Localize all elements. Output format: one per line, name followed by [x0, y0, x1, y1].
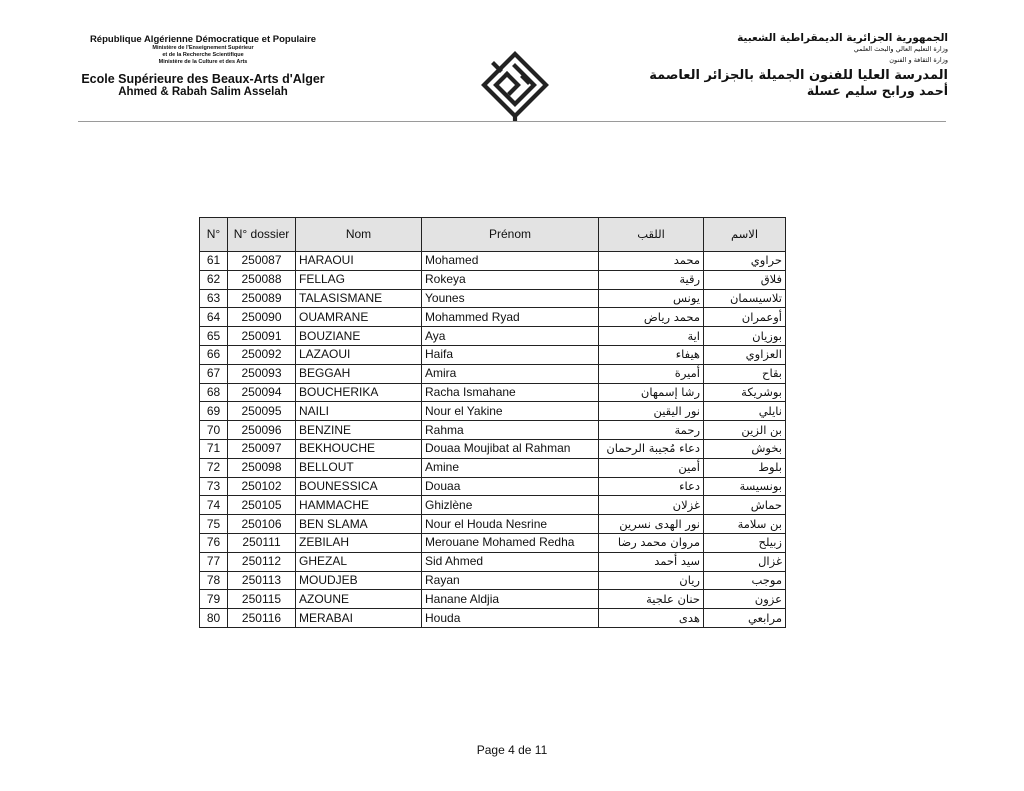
school-founders-ar: أحمد ورابح سليم عسلة [806, 83, 948, 98]
row-number-cell: 69 [200, 402, 228, 421]
row-number-cell: 61 [200, 252, 228, 271]
last-name-cell: MERABAI [296, 609, 422, 628]
first-name-ar-cell: موجب [704, 571, 786, 590]
last-name-ar-cell: محمد [599, 252, 704, 271]
first-name-ar-cell: بن الزين [704, 421, 786, 440]
last-name-ar-cell: ريان [599, 571, 704, 590]
first-name-cell: Douaa [422, 477, 599, 496]
table-row [200, 496, 786, 515]
row-number-cell: 78 [200, 571, 228, 590]
first-name-ar-cell: بوزيان [704, 327, 786, 346]
first-name-cell: Nour el Houda Nesrine [422, 515, 599, 534]
header-left [78, 34, 328, 98]
table-row [200, 609, 786, 628]
last-name-cell: BOUNESSICA [296, 477, 422, 496]
last-name-ar-cell: أميرة [599, 364, 704, 383]
file-number-cell: 250096 [228, 421, 296, 440]
file-number-cell: 250111 [228, 533, 296, 552]
ministry-line: Ministère de l'Enseignement Supérieur [152, 45, 254, 51]
row-number-cell: 72 [200, 458, 228, 477]
ministry-line: Ministère de la Culture et des Arts [158, 59, 248, 65]
last-name-cell: GHEZAL [296, 552, 422, 571]
first-name-cell: Sid Ahmed [422, 552, 599, 571]
col-header-file-number: N° dossier [228, 218, 296, 252]
first-name-cell: Mohammed Ryad [422, 308, 599, 327]
last-name-ar-cell: رشا إسمهان [599, 383, 704, 402]
col-header-first-name: Prénom [422, 218, 599, 252]
file-number-cell: 250105 [228, 496, 296, 515]
file-number-cell: 250097 [228, 439, 296, 458]
first-name-cell: Houda [422, 609, 599, 628]
row-number-cell: 77 [200, 552, 228, 571]
row-number-cell: 79 [200, 590, 228, 609]
last-name-cell: TALASISMANE [296, 289, 422, 308]
first-name-ar-cell: عزون [704, 590, 786, 609]
table-row [200, 439, 786, 458]
first-name-cell: Nour el Yakine [422, 402, 599, 421]
table-row [200, 402, 786, 421]
file-number-cell: 250115 [228, 590, 296, 609]
first-name-ar-cell: بونسيسة [704, 477, 786, 496]
file-number-cell: 250090 [228, 308, 296, 327]
first-name-ar-cell: نايلي [704, 402, 786, 421]
table-row [200, 252, 786, 271]
header-divider [78, 121, 946, 122]
first-name-cell: Merouane Mohamed Redha [422, 533, 599, 552]
col-header-last-name: Nom [296, 218, 422, 252]
last-name-ar-cell: رحمة [599, 421, 704, 440]
last-name-ar-cell: دعاء [599, 477, 704, 496]
table-row [200, 552, 786, 571]
table-row [200, 308, 786, 327]
col-header-first-name-ar: الاسم [704, 218, 786, 252]
first-name-cell: Haifa [422, 345, 599, 364]
last-name-ar-cell: محمد رياض [599, 308, 704, 327]
first-name-ar-cell: حماش [704, 496, 786, 515]
first-name-cell: Hanane Aldjia [422, 590, 599, 609]
last-name-cell: ZEBILAH [296, 533, 422, 552]
row-number-cell: 65 [200, 327, 228, 346]
row-number-cell: 64 [200, 308, 228, 327]
last-name-cell: BELLOUT [296, 458, 422, 477]
page-number: Page 4 de 11 [476, 743, 548, 757]
last-name-cell: HARAOUI [296, 252, 422, 271]
file-number-cell: 250098 [228, 458, 296, 477]
last-name-cell: BEN SLAMA [296, 515, 422, 534]
first-name-cell: Mohamed [422, 252, 599, 271]
table-header-row [200, 218, 786, 252]
last-name-cell: BOUZIANE [296, 327, 422, 346]
last-name-cell: NAILI [296, 402, 422, 421]
last-name-cell: FELLAG [296, 270, 422, 289]
file-number-cell: 250112 [228, 552, 296, 571]
kufic-emblem-icon [480, 50, 550, 122]
table-row [200, 421, 786, 440]
last-name-cell: MOUDJEB [296, 571, 422, 590]
table-row [200, 270, 786, 289]
first-name-ar-cell: بلوط [704, 458, 786, 477]
file-number-cell: 250095 [228, 402, 296, 421]
row-number-cell: 70 [200, 421, 228, 440]
last-name-ar-cell: سيد أحمد [599, 552, 704, 571]
first-name-ar-cell: غزال [704, 552, 786, 571]
last-name-cell: BENZINE [296, 421, 422, 440]
first-name-cell: Amira [422, 364, 599, 383]
ministry-line-ar: وزارة التعليم العالي والبحث العلمي [853, 45, 948, 53]
first-name-ar-cell: فلاق [704, 270, 786, 289]
header-right [649, 32, 948, 98]
last-name-ar-cell: أمين [599, 458, 704, 477]
last-name-ar-cell: مروان محمد رضا [599, 533, 704, 552]
file-number-cell: 250102 [228, 477, 296, 496]
row-number-cell: 68 [200, 383, 228, 402]
first-name-cell: Douaa Moujibat al Rahman [422, 439, 599, 458]
last-name-ar-cell: هدى [599, 609, 704, 628]
ministry-line-ar: وزارة الثقافة و الفنون [889, 56, 948, 64]
file-number-cell: 250106 [228, 515, 296, 534]
file-number-cell: 250116 [228, 609, 296, 628]
row-number-cell: 75 [200, 515, 228, 534]
file-number-cell: 250089 [228, 289, 296, 308]
first-name-ar-cell: أوعمران [704, 308, 786, 327]
last-name-cell: BEGGAH [296, 364, 422, 383]
row-number-cell: 66 [200, 345, 228, 364]
file-number-cell: 250091 [228, 327, 296, 346]
first-name-ar-cell: بقاح [704, 364, 786, 383]
school-name-fr: Ecole Supérieure des Beaux-Arts d'Alger [81, 72, 325, 86]
row-number-cell: 67 [200, 364, 228, 383]
last-name-cell: OUAMRANE [296, 308, 422, 327]
first-name-cell: Rokeya [422, 270, 599, 289]
last-name-cell: LAZAOUI [296, 345, 422, 364]
last-name-ar-cell: رقية [599, 270, 704, 289]
file-number-cell: 250094 [228, 383, 296, 402]
first-name-ar-cell: زبيلح [704, 533, 786, 552]
row-number-cell: 76 [200, 533, 228, 552]
first-name-ar-cell: حراوي [704, 252, 786, 271]
last-name-ar-cell: غزلان [599, 496, 704, 515]
first-name-cell: Younes [422, 289, 599, 308]
last-name-ar-cell: اية [599, 327, 704, 346]
file-number-cell: 250088 [228, 270, 296, 289]
file-number-cell: 250087 [228, 252, 296, 271]
first-name-cell: Rayan [422, 571, 599, 590]
last-name-ar-cell: يونس [599, 289, 704, 308]
first-name-cell: Ghizlène [422, 496, 599, 515]
republic-name-fr: République Algérienne Démocratique et Populaire [89, 34, 317, 45]
last-name-ar-cell: دعاء مُجيبة الرحمان [599, 439, 704, 458]
first-name-ar-cell: مرابعي [704, 609, 786, 628]
republic-name-ar: الجمهورية الجزائرية الديمقراطية الشعبية [737, 32, 948, 44]
table-row [200, 571, 786, 590]
last-name-ar-cell: حنان علجية [599, 590, 704, 609]
row-number-cell: 62 [200, 270, 228, 289]
col-header-number: N° [200, 218, 228, 252]
table-row [200, 458, 786, 477]
last-name-cell: BOUCHERIKA [296, 383, 422, 402]
row-number-cell: 71 [200, 439, 228, 458]
file-number-cell: 250093 [228, 364, 296, 383]
first-name-cell: Amine [422, 458, 599, 477]
file-number-cell: 250113 [228, 571, 296, 590]
last-name-ar-cell: نور اليقين [599, 402, 704, 421]
file-number-cell: 250092 [228, 345, 296, 364]
school-name-ar: المدرسة العليا للفنون الجميلة بالجزائر العاصمة [649, 68, 948, 83]
table-row [200, 345, 786, 364]
row-number-cell: 73 [200, 477, 228, 496]
last-name-cell: AZOUNE [296, 590, 422, 609]
table-row [200, 383, 786, 402]
last-name-cell: HAMMACHE [296, 496, 422, 515]
row-number-cell: 80 [200, 609, 228, 628]
table-row [200, 477, 786, 496]
row-number-cell: 63 [200, 289, 228, 308]
first-name-cell: Rahma [422, 421, 599, 440]
table-row [200, 590, 786, 609]
table-row [200, 327, 786, 346]
students-table [199, 217, 786, 628]
first-name-cell: Racha Ismahane [422, 383, 599, 402]
row-number-cell: 74 [200, 496, 228, 515]
school-founders-fr: Ahmed & Rabah Salim Asselah [118, 86, 288, 98]
ministry-line: et de la Recherche Scientifique [162, 52, 244, 58]
table-row [200, 515, 786, 534]
table-row [200, 364, 786, 383]
first-name-ar-cell: بن سلامة [704, 515, 786, 534]
first-name-ar-cell: بوشريكة [704, 383, 786, 402]
first-name-ar-cell: تلاسيسمان [704, 289, 786, 308]
first-name-cell: Aya [422, 327, 599, 346]
table-row [200, 289, 786, 308]
last-name-ar-cell: نور الهدى نسرين [599, 515, 704, 534]
first-name-ar-cell: العزاوي [704, 345, 786, 364]
last-name-ar-cell: هيفاء [599, 345, 704, 364]
col-header-last-name-ar: اللقب [599, 218, 704, 252]
last-name-cell: BEKHOUCHE [296, 439, 422, 458]
first-name-ar-cell: بخوش [704, 439, 786, 458]
table-row [200, 533, 786, 552]
